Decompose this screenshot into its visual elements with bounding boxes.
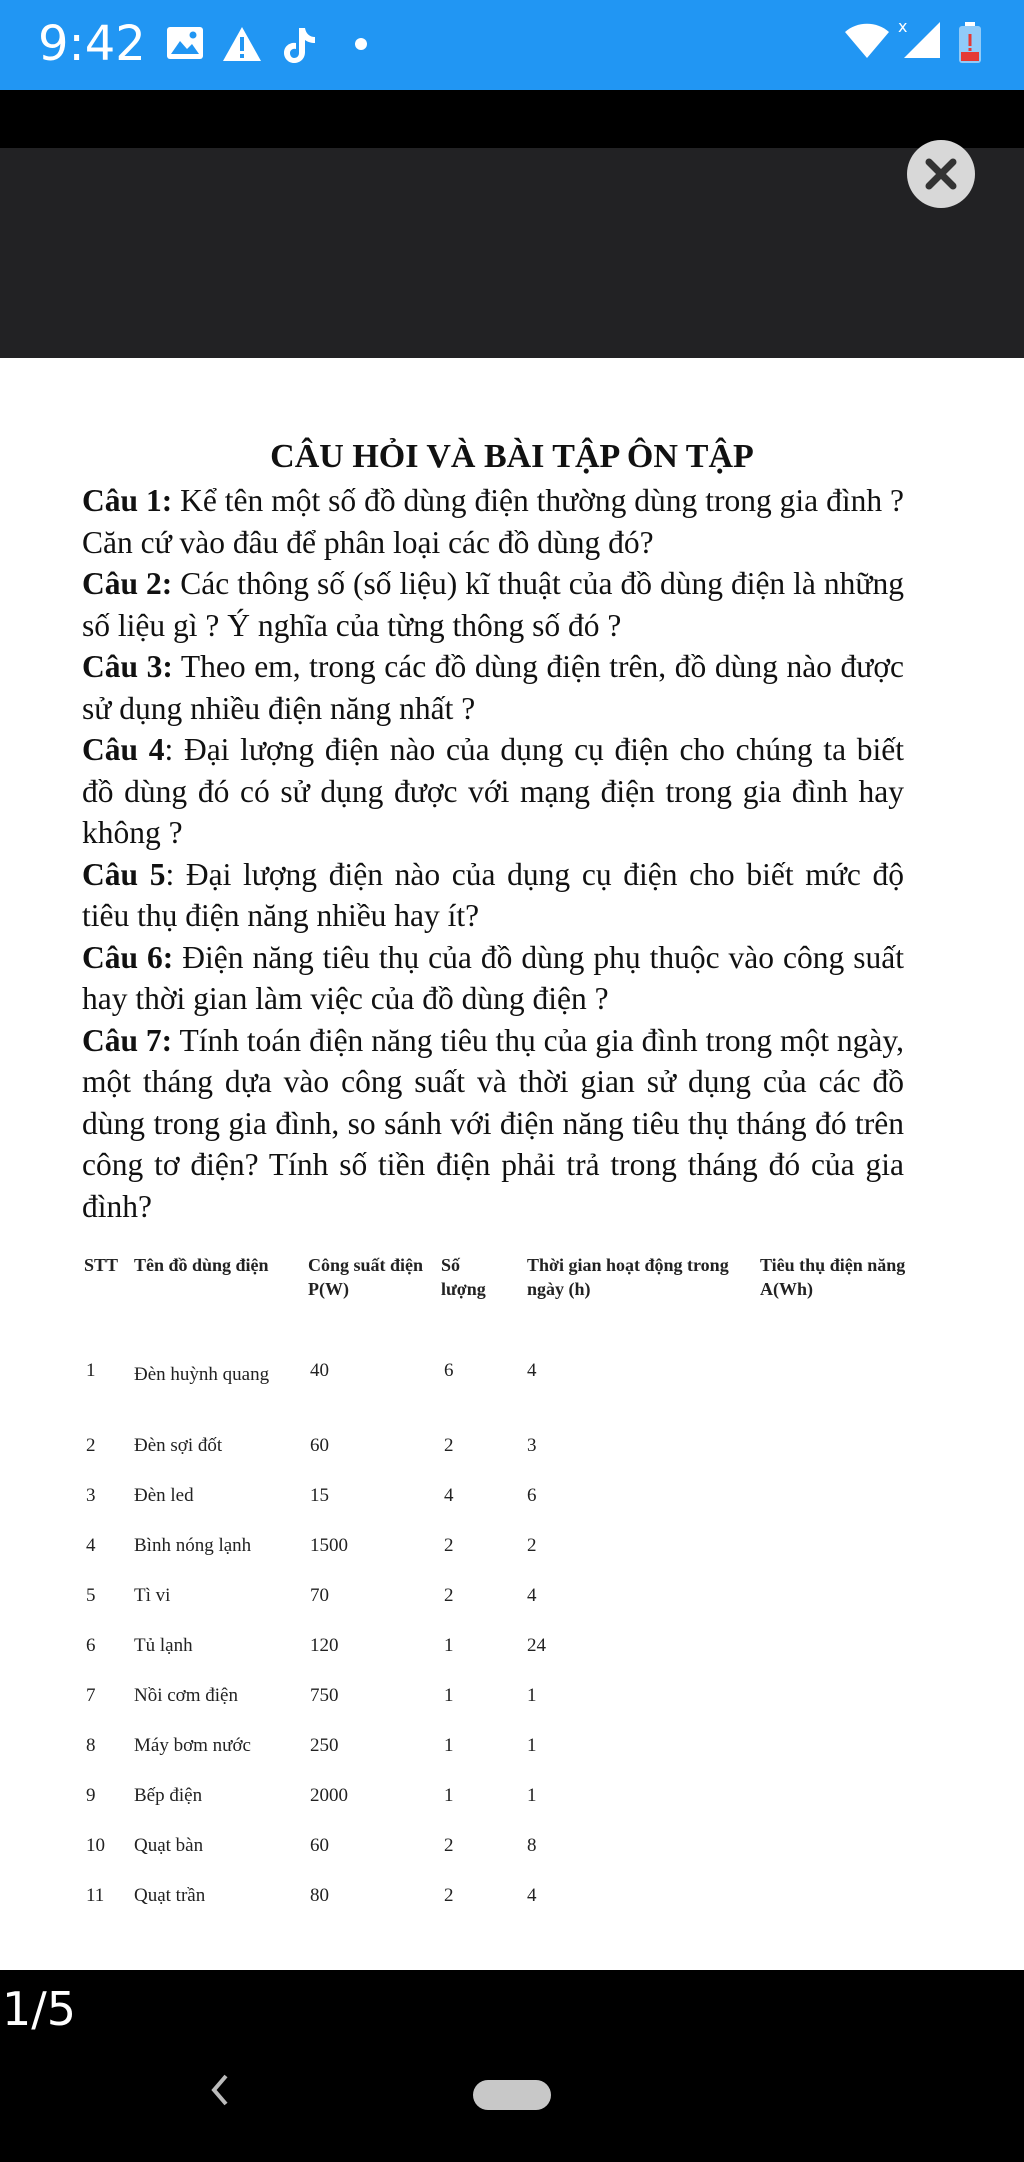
row-name: Bếp điện	[134, 1785, 203, 1806]
row-name: Bình nóng lạnh	[134, 1535, 252, 1556]
row-qty: 4	[444, 1485, 454, 1506]
row-stt: 7	[86, 1685, 96, 1706]
close-button[interactable]	[907, 140, 975, 208]
row-stt: 10	[86, 1835, 105, 1856]
row-qty: 2	[444, 1435, 454, 1456]
row-qty: 1	[444, 1785, 454, 1806]
row-qty: 1	[444, 1735, 454, 1756]
row-stt: 4	[86, 1535, 96, 1556]
row-stt: 8	[86, 1735, 96, 1756]
row-power: 15	[310, 1485, 329, 1506]
row-name: Tủ lạnh	[134, 1635, 193, 1656]
row-time: 24	[527, 1635, 546, 1656]
table-header-stt: STT	[84, 1255, 119, 1275]
row-power: 120	[310, 1635, 339, 1656]
table-row	[0, 1485, 1024, 1521]
table-row	[0, 1585, 1024, 1621]
row-time: 2	[527, 1535, 537, 1556]
row-name: Tì vi	[134, 1585, 171, 1606]
table-row	[0, 1835, 1024, 1871]
question-7: Câu 7: Tính toán điện năng tiêu thụ của gia đình trong một ngày, một tháng dựa vào công suất và thời gian sử dụng của các đồ dùng trong gia đình, so sánh với điện năng tiêu thụ tháng đó trên công tơ điện? Tính số tiền điện phải trả trong tháng đó của gia đình?	[82, 1022, 904, 1224]
table-row	[0, 1360, 1024, 1396]
bottom-nav	[0, 1970, 1024, 2162]
status-time: 9:42	[38, 16, 146, 72]
table-header-time: Thời gian hoạt động trong ngày (h)	[527, 1255, 729, 1299]
row-time: 3	[527, 1435, 537, 1456]
row-time: 1	[527, 1685, 537, 1706]
top-black-band	[0, 90, 1024, 148]
question-3: Câu 3: Theo em, trong các đồ dùng điện trên, đồ dùng nào được sử dụng nhiều điện năng nhất ?	[82, 649, 904, 726]
row-time: 1	[527, 1785, 537, 1806]
warning-icon	[222, 26, 262, 62]
question-5: Câu 5: Đại lượng điện nào của dụng cụ điện cho biết mức độ tiêu thụ điện năng nhiều hay ít?	[82, 856, 904, 933]
document-page	[0, 358, 1024, 1970]
status-bar	[0, 0, 1024, 90]
row-power: 2000	[310, 1785, 348, 1806]
table-row	[0, 1735, 1024, 1771]
svg-text:x: x	[898, 18, 908, 36]
row-name: Đèn sợi đốt	[134, 1435, 223, 1456]
row-time: 1	[527, 1735, 537, 1756]
row-power: 1500	[310, 1535, 348, 1556]
viewer-header	[0, 148, 1024, 358]
tiktok-icon	[283, 26, 317, 64]
dot-icon	[355, 38, 367, 50]
row-name: Đèn huỳnh quang	[134, 1364, 270, 1385]
row-stt: 6	[86, 1635, 96, 1656]
row-power: 70	[310, 1585, 329, 1606]
row-qty: 2	[444, 1585, 454, 1606]
row-qty: 1	[444, 1635, 454, 1656]
row-name: Quạt bàn	[134, 1835, 204, 1856]
row-power: 250	[310, 1735, 339, 1756]
document-title: CÂU HỎI VÀ BÀI TẬP ÔN TẬP	[270, 438, 754, 475]
image-icon	[166, 26, 204, 60]
table-header-power: Công suất điện P(W)	[308, 1255, 424, 1299]
row-stt: 3	[86, 1485, 96, 1506]
row-qty: 2	[444, 1835, 454, 1856]
row-qty: 6	[444, 1360, 454, 1381]
close-icon	[907, 140, 975, 208]
question-2: Câu 2: Các thông số (số liệu) kĩ thuật của đồ dùng điện là những số liệu gì ? Ý nghĩa của từng thông số đó ?	[82, 566, 904, 643]
row-qty: 2	[444, 1885, 454, 1906]
battery-low-icon	[958, 22, 982, 64]
row-name: Đèn led	[134, 1485, 194, 1506]
row-power: 60	[310, 1835, 329, 1856]
row-stt: 1	[86, 1360, 96, 1381]
row-time: 6	[527, 1485, 537, 1506]
table-row	[0, 1685, 1024, 1721]
table-header-qty: Số lượng	[441, 1255, 486, 1299]
signal-icon	[898, 18, 942, 60]
question-4: Câu 4: Đại lượng điện nào của dụng cụ điện cho chúng ta biết đồ dùng đó có sử dụng được với mạng điện trong gia đình hay không ?	[82, 732, 904, 850]
wifi-icon	[844, 22, 890, 60]
back-chevron-icon[interactable]	[206, 2070, 232, 2110]
row-stt: 5	[86, 1585, 96, 1606]
page-indicator: 1/5	[2, 1982, 77, 2036]
table-row	[0, 1435, 1024, 1471]
table-row	[0, 1635, 1024, 1671]
row-stt: 9	[86, 1785, 96, 1806]
question-6: Câu 6: Điện năng tiêu thụ của đồ dùng phụ thuộc vào công suất hay thời gian làm việc của đồ dùng điện ?	[82, 939, 904, 1016]
question-list	[82, 480, 904, 1227]
row-time: 4	[527, 1885, 537, 1906]
row-name: Máy bơm nước	[134, 1735, 251, 1756]
table-header-energy: Tiêu thụ điện năng A(Wh)	[760, 1255, 906, 1299]
question-1: Câu 1: Kể tên một số đồ dùng điện thường dùng trong gia đình ?Căn cứ vào đâu để phân loại các đồ dùng đó?	[82, 483, 904, 560]
row-power: 60	[310, 1435, 329, 1456]
home-pill-icon[interactable]	[473, 2080, 551, 2110]
table-row	[0, 1785, 1024, 1821]
row-time: 4	[527, 1585, 537, 1606]
row-power: 40	[310, 1360, 329, 1381]
row-name: Nồi cơm điện	[134, 1685, 238, 1706]
table-header-name: Tên đồ dùng điện	[134, 1255, 269, 1275]
row-power: 750	[310, 1685, 339, 1706]
row-power: 80	[310, 1885, 329, 1906]
row-time: 8	[527, 1835, 537, 1856]
table-row	[0, 1885, 1024, 1921]
row-stt: 2	[86, 1435, 96, 1456]
row-time: 4	[527, 1360, 537, 1381]
row-stt: 11	[86, 1885, 105, 1906]
table-row	[0, 1535, 1024, 1571]
row-qty: 1	[444, 1685, 454, 1706]
row-qty: 2	[444, 1535, 454, 1556]
row-name: Quạt trần	[134, 1885, 206, 1906]
